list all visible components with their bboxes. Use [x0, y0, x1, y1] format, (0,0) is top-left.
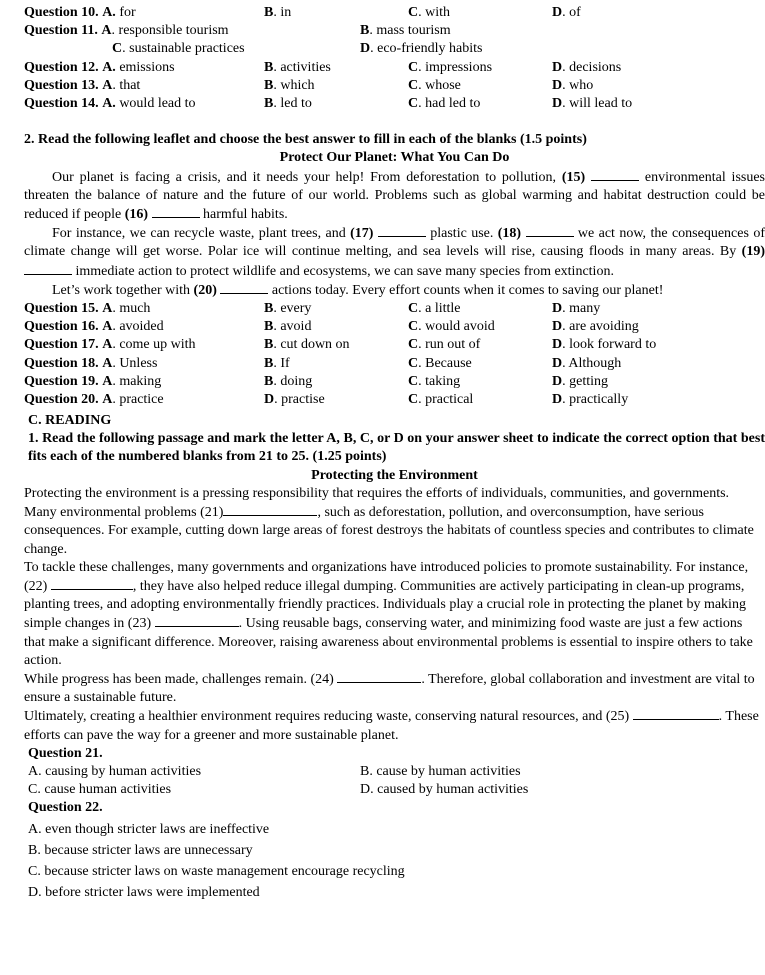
question-15 [24, 300, 765, 318]
passage-title: Protecting the Environment [311, 467, 478, 483]
option-b: B. because stricter laws are unnecessary [28, 842, 253, 858]
option-c: C. would avoid [408, 319, 495, 335]
question-20 [24, 391, 765, 409]
option-d: D. are avoiding [552, 319, 639, 335]
blank-25[interactable] [633, 707, 719, 720]
option-d: D. eco-friendly habits [360, 41, 483, 57]
option-c: C. run out of [408, 337, 481, 353]
option-c: C. Because [408, 355, 472, 371]
leaflet-paragraph-1: Our planet is facing a crisis, and it needs your help! From deforestation to pollution, (15) environmental issues threaten the balance of nature and the future of our world. Problems such as global warming and habitat destruction could be reduced if people (16) harmful habits. [24, 169, 765, 222]
question-22 [24, 799, 765, 902]
option-b: B. mass tourism [360, 23, 451, 39]
option-b: B. which [264, 77, 315, 93]
question-13 [24, 77, 765, 95]
option-d: D. Although [552, 355, 622, 371]
blank-23[interactable] [155, 614, 239, 627]
blank-17[interactable] [378, 224, 426, 237]
blank-20[interactable] [220, 281, 268, 294]
option-a: A. much [102, 300, 151, 316]
question-21 [24, 745, 765, 800]
reading-instructions: 1. Read the following passage and mark the letter A, B, C, or D on your answer sheet to indicate the correct option that best fits each of the numbered blanks from 21 to 25. (1.25 points) [28, 431, 765, 465]
section-2-heading: 2. Read the following leaflet and choose the best answer to fill in each of the blanks (1.5 points) [24, 132, 587, 148]
option-d: D. look forward to [552, 337, 657, 353]
option-c: C. a little [408, 300, 461, 316]
question-19 [24, 373, 765, 391]
question-label: Question 16. [24, 319, 99, 335]
blank-24[interactable] [337, 670, 421, 683]
leaflet-paragraph-2: For instance, we can recycle waste, plant trees, and (17) plastic use. (18) we act now, the consequences of climate change will get worse. Polar ice will continue melting, and sea levels will rise, causing floods in many areas. By (19) immediate action to protect wildlife and ecosystems, we can save many species from extinction. [24, 226, 765, 279]
blank-18[interactable] [526, 224, 574, 237]
option-b: B. avoid [264, 319, 312, 335]
option-a: A. practice [102, 391, 164, 407]
option-c: C. because stricter laws on waste management encourage recycling [28, 863, 405, 879]
question-16 [24, 318, 765, 336]
option-a: A. avoided [102, 319, 164, 335]
option-c: C. cause human activities [28, 782, 172, 798]
option-c: C. taking [408, 373, 461, 389]
question-label: Question 11. [24, 23, 98, 39]
option-d: D. caused by human activities [360, 782, 529, 798]
option-b: B. cause by human activities [360, 763, 521, 779]
question-label: Question 17. [24, 337, 99, 353]
reading-section-title: C. READING [28, 413, 112, 429]
option-b: B. doing [264, 373, 313, 389]
option-b: B. every [264, 300, 312, 316]
option-c: C. had led to [408, 95, 481, 111]
question-11-cont [24, 40, 765, 58]
option-d: D. who [552, 77, 594, 93]
question-label: Question 22. [28, 800, 103, 816]
option-b: B. If [264, 355, 290, 371]
question-14 [24, 95, 765, 113]
leaflet-title: Protect Our Planet: What You Can Do [279, 150, 510, 166]
blank-16[interactable] [152, 205, 200, 218]
option-a: A. responsible tourism [101, 23, 229, 39]
question-12 [24, 59, 765, 77]
passage-paragraph-2: To tackle these challenges, many governments and organizations have introduced policies to promote sustainability. For instance, (22) , they have also helped reduce illegal dumping. Communities are actively participating in clean-up programs, planting trees, and adopting environmentally friendly practices. Individuals play a crucial role in protecting the planet by making simple changes in (23) . Using reusable bags, conserving water, and minimizing food waste are just a few actions that make a significant difference. Moreover, raising awareness about environmental problems is essential to inspire others to take action. [24, 559, 753, 668]
option-d: D. of [552, 5, 581, 20]
blank-19[interactable] [24, 262, 72, 275]
option-a: A. come up with [102, 337, 196, 353]
blank-21[interactable] [223, 503, 317, 516]
option-b: B. activities [264, 59, 331, 75]
passage-paragraph-3: While progress has been made, challenges remain. (24) . Therefore, global collaboration and investment are vital to ensure a sustainable future. [24, 671, 755, 706]
option-c: C. with [408, 5, 451, 20]
question-label: Question 13. [24, 77, 99, 93]
question-18 [24, 355, 765, 373]
option-c: C. impressions [408, 59, 493, 75]
question-label: Question 14. [24, 95, 99, 111]
question-label: Question 10. [24, 5, 99, 20]
question-label: Question 18. [24, 355, 99, 371]
option-a: A. even though stricter laws are ineffective [28, 821, 270, 837]
question-17 [24, 336, 765, 354]
leaflet-paragraph-3: Let’s work together with (20) actions today. Every effort counts when it comes to saving our planet! [52, 282, 664, 298]
question-label: Question 15. [24, 300, 99, 316]
option-c: C. practical [408, 391, 474, 407]
option-b: B. led to [264, 95, 312, 111]
question-label: Question 20. [24, 391, 99, 407]
blank-22[interactable] [51, 577, 133, 590]
option-d: D. many [552, 300, 601, 316]
passage-paragraph-4: Ultimately, creating a healthier environment requires reducing waste, conserving natural resources, and (25) . These efforts can pave the way for a greener and more sustainable planet. [24, 709, 759, 743]
blank-15[interactable] [591, 168, 639, 181]
option-d: D. will lead to [552, 95, 633, 111]
option-d: D. decisions [552, 59, 622, 75]
question-label: Question 12. [24, 59, 99, 75]
option-d: D. getting [552, 373, 609, 389]
option-a: A. that [102, 77, 141, 93]
option-a: A. Unless [102, 355, 158, 371]
passage-paragraph-1: Protecting the environment is a pressing responsibility that requires the efforts of individuals, communities, and governments. Many environmental problems (21) , such as deforestation, pollution, and overconsumption, have serious consequences. For example, cutting down large areas of forest destroys the habitats of countless species and contributes to climate change. [24, 485, 754, 557]
option-a: A. would lead to [102, 95, 196, 111]
option-d: D. before stricter laws were implemented [28, 885, 260, 901]
option-d: D. practically [552, 391, 629, 407]
option-b: B. cut down on [264, 337, 350, 353]
option-b: D. practise [264, 391, 325, 407]
question-label: Question 21. [28, 745, 103, 761]
option-a: A. emissions [102, 59, 175, 75]
question-label: Question 19. [24, 373, 99, 389]
option-c: C. whose [408, 77, 461, 93]
option-a: A. causing by human activities [28, 763, 202, 779]
question-10 [24, 4, 765, 22]
option-b: B. in [264, 5, 292, 20]
option-a: A. making [102, 373, 162, 389]
question-11 [24, 22, 765, 40]
option-c: C. sustainable practices [112, 41, 245, 57]
option-a: A. for [102, 5, 136, 20]
